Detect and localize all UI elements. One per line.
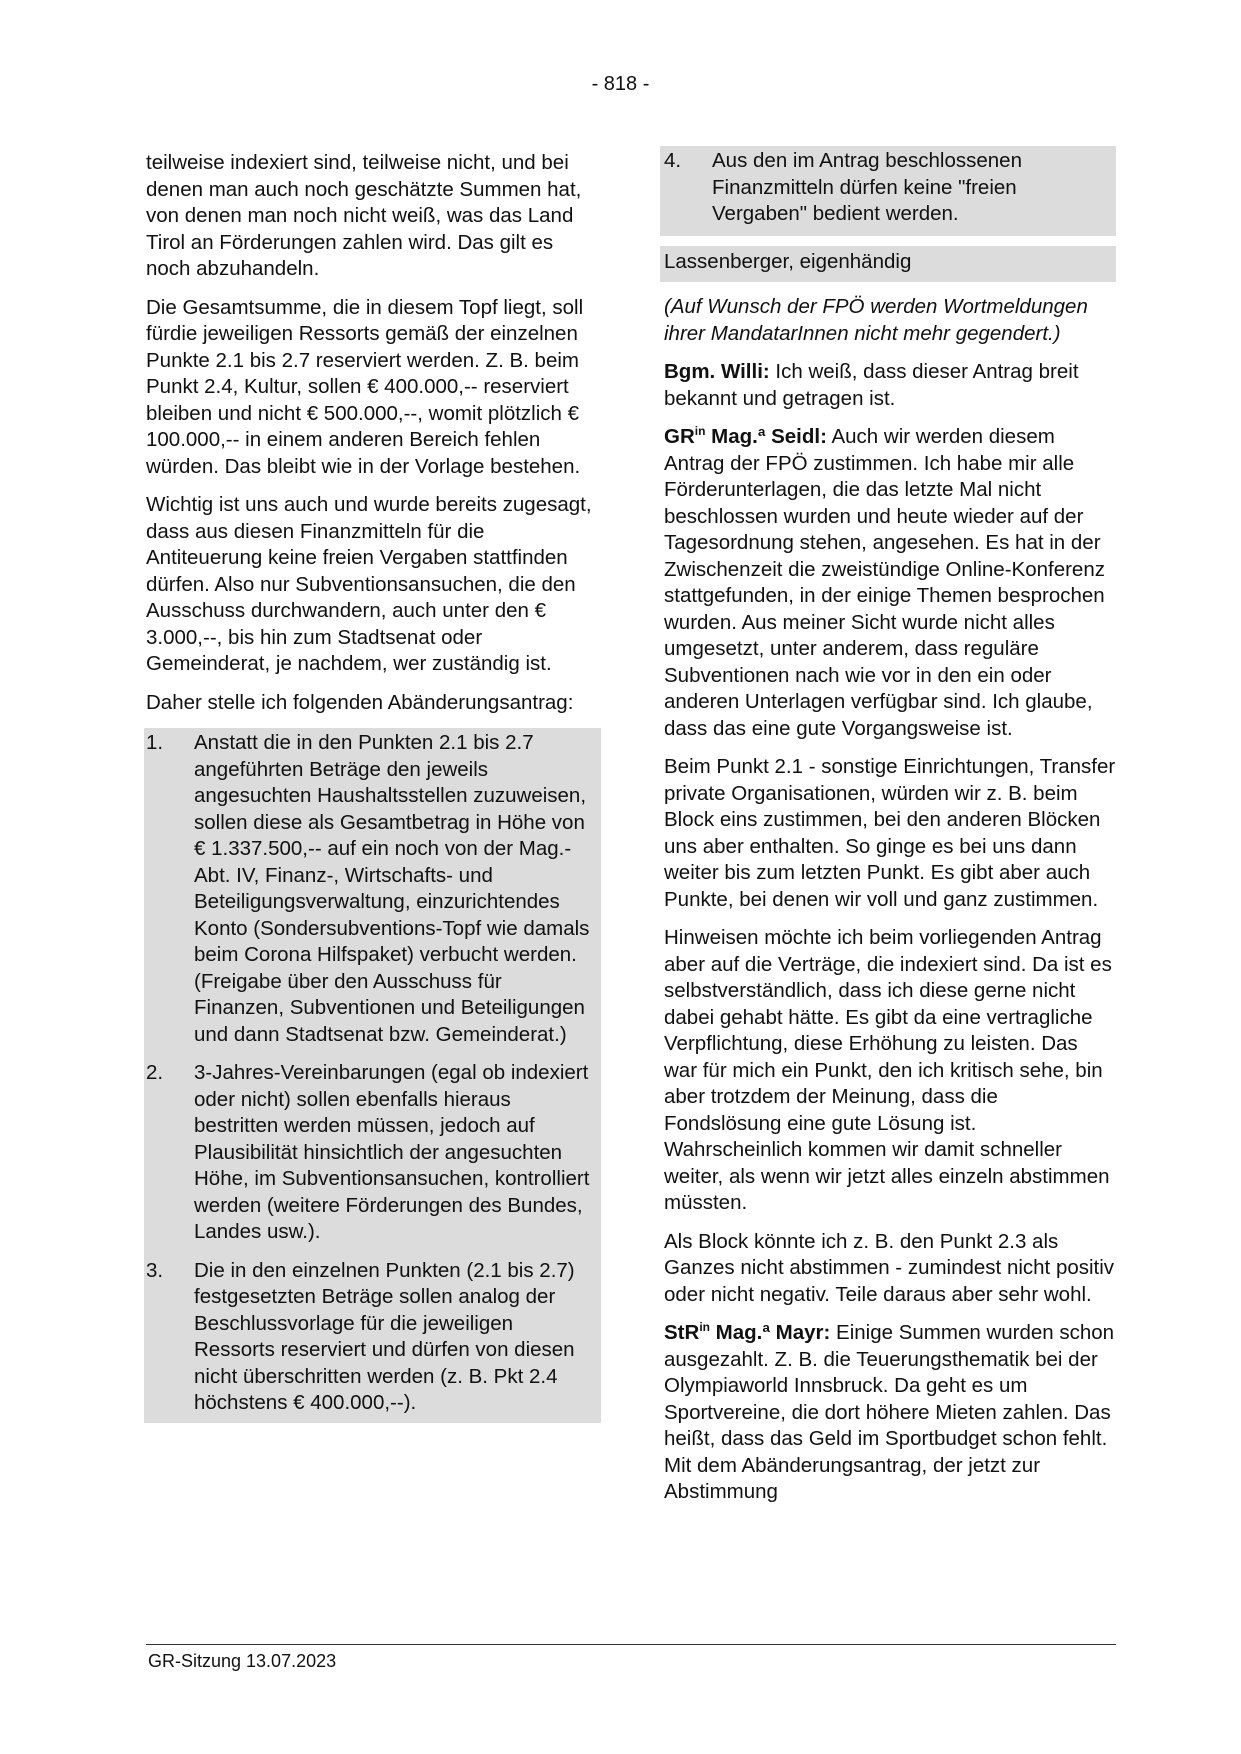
list-number: 1. [146,731,164,754]
footer-session-date: GR-Sitzung 13.07.2023 [148,1651,337,1671]
footer-divider [146,1644,1116,1645]
list-number: 2. [146,1061,164,1084]
paragraph: Beim Punkt 2.1 - sonstige Einrichtungen, Transfer private Organisationen, würden wir z. B. beim Block eins zustimmen, bei den anderen Blöcken uns aber enthalten. So ginge es bei uns dann weiter bis zum letzten Punkt. Es gibt aber auch Punkte, bei denen wir voll und ganz zustimmen. [664,755,1116,911]
page-number: - 818 - [591,73,650,95]
speech-willi [664,359,1116,412]
speech-text: Auch wir werden diesem Antrag der FPÖ zustimmen. Ich habe mir alle Förderunterlagen, die das letzte Mal nicht beschlossen wurden und heute wieder auf der Tagesordnung stehen, angesehen. Es hat in der Zwischenzeit die zweistündige Online-Konferenz stattgefunden, in der einige Themen besprochen wurden. Aus meiner Sicht wurde nicht alles umgesetzt, unter anderem, dass reguläre Subventionen nach wie vor in den ein oder anderen Unterlagen verfügbar sind. Ich glaube, dass das eine gute Vorgangsweise ist. [664,425,1105,740]
speech-mayr [664,1320,1116,1506]
speaker-surname: Mag.ª Mayr: [709,1321,831,1344]
paragraph: Hinweisen möchte ich beim vorliegenden Antrag aber auf die Verträge, die indexiert sind. Da ist es selbstverständlich, dass ich diese gerne nicht dabei gehabt hätte. Es gibt da eine vertragliche Verpflichtung, diese Erhöhung zu leisten. Das war für mich ein Punkt, den ich kritisch sehe, bin aber trotzdem der Meinung, dass die Fondslösung eine gute Lösung ist. Wahrscheinlich kommen wir damit schneller weiter, als wenn wir jetzt alles einzeln abstimmen müssten. [664,926,1112,1214]
speech-seidl [664,424,1116,742]
list-number: 3. [146,1258,164,1282]
list-text: Die in den einzelnen Punkten (2.1 bis 2.7) festgesetzten Beträge sollen analog der Beschlussvorlage für die jeweiligen Ressorts reserviert und dürfen von diesen nicht überschritten werden (z. B. Pkt 2.4 höchstens € 400.000,--). [194,1258,575,1414]
amendment-list [144,728,601,1423]
speech-text: Einige Summen wurden schon ausgezahlt. Z. B. die Teuerungsthematik bei der Olympiaworld Innsbruck. Da geht es um Sportvereine, die dort höhere Mieten zahlen. Das heißt, dass das Geld im Sportbudget schon fehlt. Mit dem Abänderungsantrag, der jetzt zur Abstimmung [664,1321,1115,1503]
list-item [146,1258,597,1417]
speaker-surname: Mag.ª Seidl: [705,425,827,448]
speech-text: Ich weiß, dass dieser Antrag breit bekannt und getragen ist. [664,360,1079,410]
list-item [664,148,1110,228]
speaker-name [664,425,827,448]
paragraph: teilweise indexiert sind, teilweise nicht, und bei denen man auch noch geschätzte Summen hat, von denen man noch nicht weiß, was das Land Tirol an Förderungen zahlen wird. Das gilt es noch abzuhandeln. [146,151,582,280]
speaker-title: StR [664,1321,700,1344]
list-item [146,730,597,1048]
speaker-title-suffix: in [694,424,706,439]
right-column [664,150,1116,1518]
list-text: 3-Jahres-Vereinbarungen (egal ob indexiert oder nicht) sollen ebenfalls hieraus bestritten werden müssen, jedoch auf Plausibilität hinsichtlich der angesuchten Höhe, im Subventionsansuchen, kontrolliert werden (weitere Förderungen des Bundes, Landes usw.). [194,1061,590,1243]
list-number: 4. [664,149,682,172]
left-column [146,150,601,1423]
list-text: Anstatt die in den Punkten 2.1 bis 2.7 angeführten Beträge den jeweils angesuchten Haushaltsstellen zuzuweisen, sollen diese als Gesamtbetrag in Höhe von € 1.337.500,-- auf ein noch von der Mag.-Abt. IV, Finanz-, Wirtschafts- und Beteiligungsverwaltung, einzurichtendes Konto (Sondersubventions-Topf wie damals beim Corona Hilfspaket) verbucht werden. (Freigabe über den Ausschuss für Finanzen, Subventionen und Beteiligungen und dann Stadtsenat bzw. Gemeinderat.) [194,731,590,1046]
amendment-list-continued [660,146,1116,282]
list-item [146,1060,597,1246]
speaker-name [664,1321,830,1344]
paragraph: Wichtig ist uns auch und wurde bereits zugesagt, dass aus diesen Finanzmitteln für die Antiteuerung keine freien Vergaben stattfinden dürfen. Also nur Subventionsansuchen, die den Ausschuss durchwandern, auch unter den € 3.000,--, bis hin zum Stadtsenat oder Gemeinderat, je nachdem, wer zuständig ist. [146,493,592,675]
signature: Lassenberger, eigenhändig [660,236,1116,279]
speaker-title-suffix: in [699,1320,710,1335]
paragraph: Daher stelle ich folgenden Abänderungsantrag: [146,690,574,714]
editorial-note: (Auf Wunsch der FPÖ werden Wortmeldungen ihrer MandatarInnen nicht mehr gegendert.) [664,295,1088,345]
list-text: Aus den im Antrag beschlossenen Finanzmitteln dürfen keine "freien Vergaben" bedient werden. [712,149,1022,225]
paragraph: Die Gesamtsumme, die in diesem Topf liegt, soll fürdie jeweiligen Ressorts gemäß der einzelnen Punkte 2.1 bis 2.7 reserviert werden. Z. B. beim Punkt 2.4, Kultur, sollen € 400.000,-- reserviert bleiben und nicht € 500.000,--, womit plötzlich € 100.000,-- in einem anderen Bereich fehlen würden. Das bleibt wie in der Vorlage bestehen. [146,295,584,478]
paragraph: Als Block könnte ich z. B. den Punkt 2.3 als Ganzes nicht abstimmen - zumindest nicht positiv oder nicht negativ. Teile daraus aber sehr wohl. [664,1229,1115,1306]
speaker-name: Bgm. Willi: [664,360,770,383]
speaker-title: GR [664,425,695,448]
